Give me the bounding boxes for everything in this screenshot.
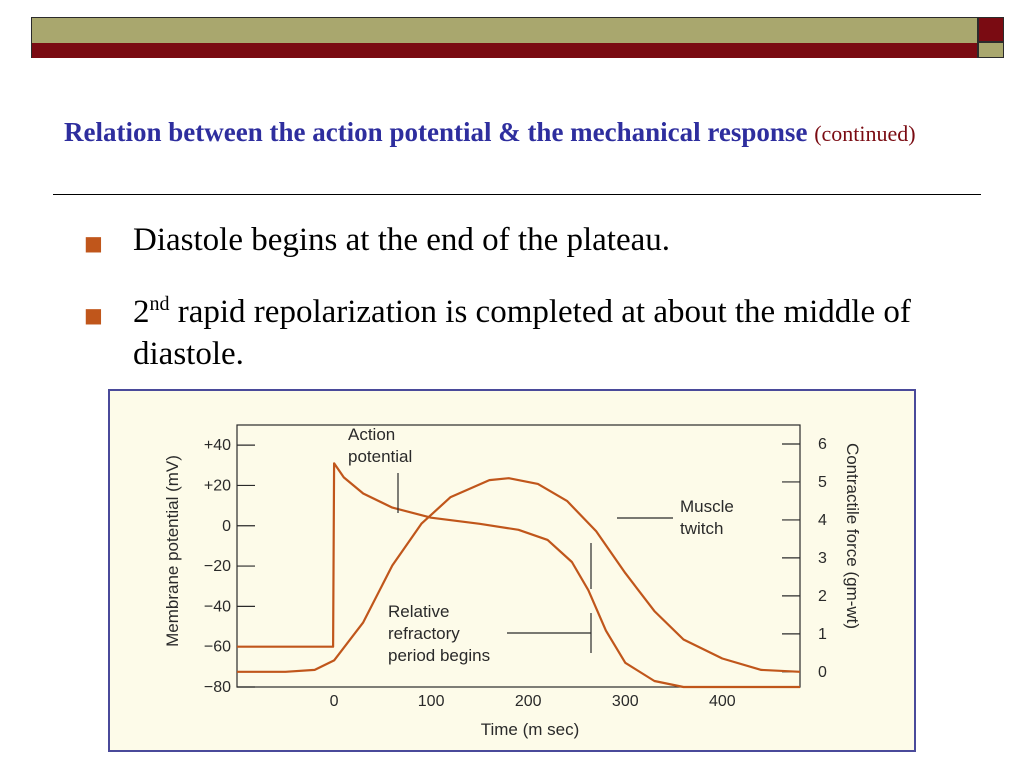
annotation-relative-refractory: Relative bbox=[388, 602, 450, 621]
y-right-tick-label: 2 bbox=[818, 587, 827, 605]
y-left-tick-label: 0 bbox=[222, 517, 231, 535]
bullet-square-icon: ■ bbox=[84, 303, 103, 327]
annotation-relative-refractory: period begins bbox=[388, 646, 491, 665]
x-tick-label: 0 bbox=[329, 693, 339, 710]
annotation-relative-refractory: refractory bbox=[388, 624, 460, 643]
slide-title-sub: (continued) bbox=[814, 121, 916, 146]
y-left-tick-label: −20 bbox=[203, 558, 231, 576]
header-corner-olive-square bbox=[978, 42, 1004, 58]
header-olive-band bbox=[32, 18, 977, 43]
y-right-tick-label: 0 bbox=[818, 663, 827, 681]
bullet-1-text: Diastole begins at the end of the plateau. bbox=[133, 222, 670, 258]
bullet-square-icon: ■ bbox=[84, 231, 103, 255]
bullet-2-body: rapid repolarization is completed at about the middle of diastole. bbox=[133, 294, 911, 372]
y-left-tick-label: −60 bbox=[203, 638, 231, 656]
header-corner-maroon-square bbox=[978, 17, 1004, 42]
y-right-tick-label: 1 bbox=[818, 625, 827, 643]
y-left-tick-label: +40 bbox=[203, 437, 231, 455]
annotation-action-potential: Action bbox=[348, 425, 396, 444]
x-tick-label: 200 bbox=[514, 693, 542, 710]
annotation-muscle-twitch: Muscle bbox=[680, 497, 734, 516]
slide-title bbox=[64, 112, 964, 154]
x-tick-label: 100 bbox=[417, 693, 445, 710]
chart-svg bbox=[110, 391, 914, 750]
annotation-muscle-twitch: twitch bbox=[680, 519, 724, 538]
header-maroon-band bbox=[32, 43, 977, 58]
annotation-action-potential: potential bbox=[348, 447, 413, 466]
y-right-tick-label: 6 bbox=[818, 435, 827, 453]
y-left-tick-label: −80 bbox=[203, 679, 231, 696]
bullet-2-number: 2 bbox=[133, 294, 150, 330]
y-right-tick-label: 3 bbox=[818, 549, 827, 567]
y-left-tick-label: −40 bbox=[203, 598, 231, 616]
x-tick-label: 400 bbox=[708, 693, 736, 710]
chart-figure bbox=[108, 389, 916, 752]
slide-title-main: Relation between the action potential & the mechanical response bbox=[64, 117, 808, 147]
x-axis-label: Time (m sec) bbox=[480, 720, 580, 739]
x-tick-label: 300 bbox=[611, 693, 639, 710]
y-left-tick-label: +20 bbox=[203, 477, 231, 495]
y-axis-right-label: Contractile force (gm-wt) bbox=[843, 442, 862, 630]
title-divider bbox=[53, 194, 981, 195]
header-bar bbox=[31, 17, 978, 58]
y-right-tick-label: 4 bbox=[818, 511, 827, 529]
bullet-2-text bbox=[133, 291, 923, 375]
bullet-2-superscript: nd bbox=[149, 293, 170, 315]
y-right-tick-label: 5 bbox=[818, 473, 827, 491]
y-axis-left-label: Membrane potential (mV) bbox=[163, 455, 182, 647]
